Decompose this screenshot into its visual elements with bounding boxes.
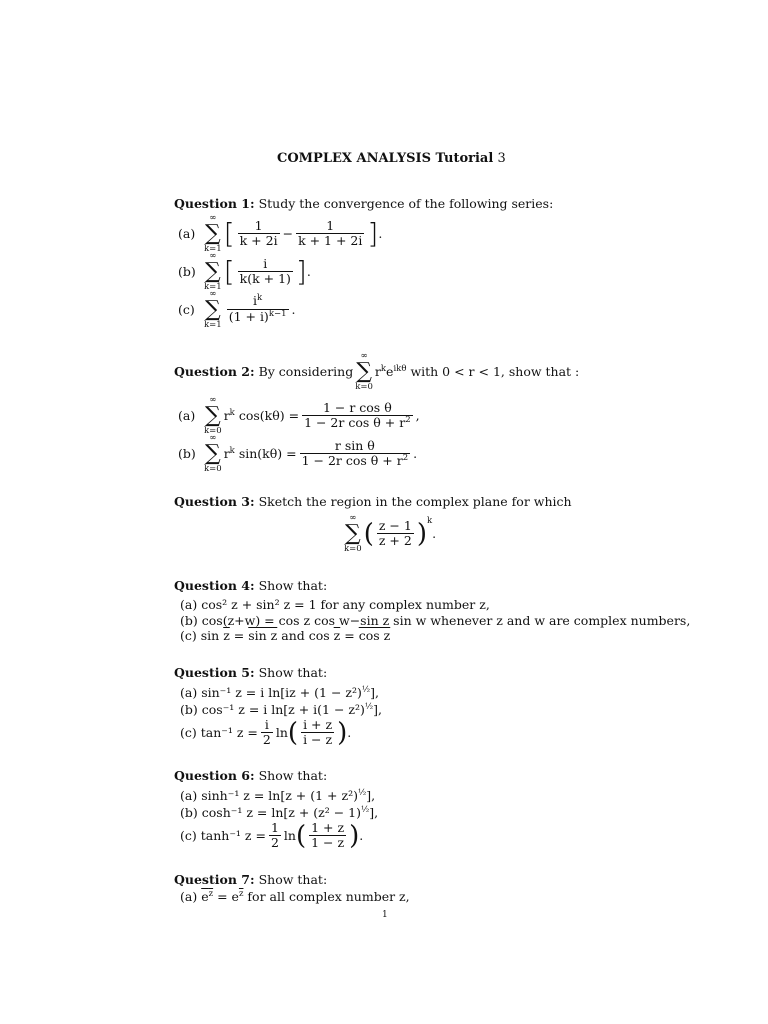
question-1-part-a: (a) ∞ ∑ k=1 [ $\frac{1}{k + 2i}$ − $\frac{1}{k + 1 + 2i}$ ] .	[178, 213, 383, 254]
question-4-part-a: (a) cos² z + sin² z = 1 for any complex number z,	[180, 597, 490, 612]
question-2-heading: Question 2: By considering ∞ ∑ k=0 $r^ke^{ik\theta}$ with 0 < r < 1, show that :	[174, 351, 580, 392]
fraction: $\frac{1}{2}$	[270, 820, 279, 851]
fraction: $\frac{i + z}{i - z}$	[303, 717, 333, 748]
question-5-heading: Question 5: Show that:	[174, 665, 328, 680]
fraction: $\frac{i^k}{(1 + i)^{k-1}}$	[228, 293, 287, 325]
question-7-part-a: (a) $e^z = e^{\overline{z}}$ for all complex number z,	[180, 889, 410, 905]
title-course: COMPLEX ANALYSIS Tutorial	[277, 151, 494, 166]
question-6-part-b: (b) cosh⁻¹ $z = \ln[z + (z^2 - 1)^{\frac{1}{2}}]$,	[180, 805, 379, 821]
question-6-part-a: (a) sinh⁻¹ $z = \ln[z + (1 + z^2)^{\frac{1}{2}}]$,	[180, 788, 376, 804]
fraction: $\frac{\text{r sin θ}}{1 - 2r \cos \theta + r^2}$	[301, 437, 409, 469]
fraction: $\frac{i}{k(k + 1)}$	[239, 255, 291, 286]
question-1-part-c: (c) ∞ ∑ k=1 $\frac{i^k}{(1 + i)^{k-1}}$ .	[178, 289, 296, 330]
sum-symbol: ∞ ∑ k=0	[355, 351, 373, 392]
sum-symbol: ∞ ∑ k=1	[204, 251, 222, 292]
sum-symbol: ∞ ∑ k=0	[344, 513, 362, 554]
question-1-heading: Question 1: Study the convergence of the following series:	[174, 196, 554, 211]
question-1-part-b: (b) ∞ ∑ k=1 [ $\frac{i}{k(k + 1)}$ ] .	[178, 251, 311, 292]
question-4-heading: Question 4: Show that:	[174, 578, 328, 593]
question-7-heading: Question 7: Show that:	[174, 872, 328, 887]
title-number: 3	[497, 151, 506, 166]
question-5-part-a: (a) sin⁻¹ z = i $\ln[iz + (1 - z^2)^{\frac{1}{2}}]$,	[180, 685, 379, 701]
question-3-heading: Question 3: Sketch the region in the complex plane for which	[174, 494, 572, 509]
question-3-series: ∞ ∑ k=0 ( $\frac{z - 1}{z + 2}$ ) $^k$ .	[344, 513, 437, 554]
question-2-part-a: (a) ∞ ∑ k=0 $r^k$ cos(kθ) = $\frac{\text{1 − r cos θ}}{1 - 2r \cos \theta + r^2}$ ,	[178, 395, 420, 436]
sum-symbol: ∞ ∑ k=0	[204, 433, 222, 474]
sum-symbol: ∞ ∑ k=0	[204, 395, 222, 436]
fraction: $\frac{1}{k + 1 + 2i}$	[298, 217, 363, 248]
question-5-part-c: (c) tan⁻¹ z = $\frac{i}{2}$ ln ( $\frac{i + z}{i - z}$ ) .	[180, 717, 352, 748]
question-6-part-c: (c) tanh⁻¹ z = $\frac{1}{2}$ ln ( $\frac{1 + z}{1 - z}$ ) .	[180, 820, 364, 851]
page-title	[277, 151, 506, 167]
question-6-heading: Question 6: Show that:	[174, 768, 328, 783]
fraction: $\frac{\text{1 − r cos θ}}{1 - 2r \cos \theta + r^2}$	[304, 399, 411, 431]
question-4-part-b: (b) cos(z+w) = cos z cos w−sin z sin w whenever z and w are complex numbers,	[180, 613, 691, 628]
page-number: 1	[382, 910, 388, 920]
question-2-part-b: (b) ∞ ∑ k=0 $r^k$ sin(kθ) = $\frac{\text{r sin θ}}{1 - 2r \cos \theta + r^2}$ .	[178, 433, 418, 474]
sum-symbol: ∞ ∑ k=1	[204, 289, 222, 330]
sum-symbol: ∞ ∑ k=1	[204, 213, 222, 254]
fraction: $\frac{z - 1}{z + 2}$	[378, 517, 412, 548]
fraction: $\frac{1 + z}{1 - z}$	[311, 820, 345, 851]
fraction: $\frac{i}{2}$	[262, 717, 271, 748]
fraction: $\frac{1}{k + 2i}$	[239, 217, 278, 248]
question-5-part-b: (b) cos⁻¹ z = i $\ln[z + i(1 - z^2)^{\frac{1}{2}}]$,	[180, 702, 383, 718]
question-4-part-c: (c) $\sin \overline{z} = \sin z$ and $\cos \overline{z} = \cos z$	[180, 628, 391, 643]
